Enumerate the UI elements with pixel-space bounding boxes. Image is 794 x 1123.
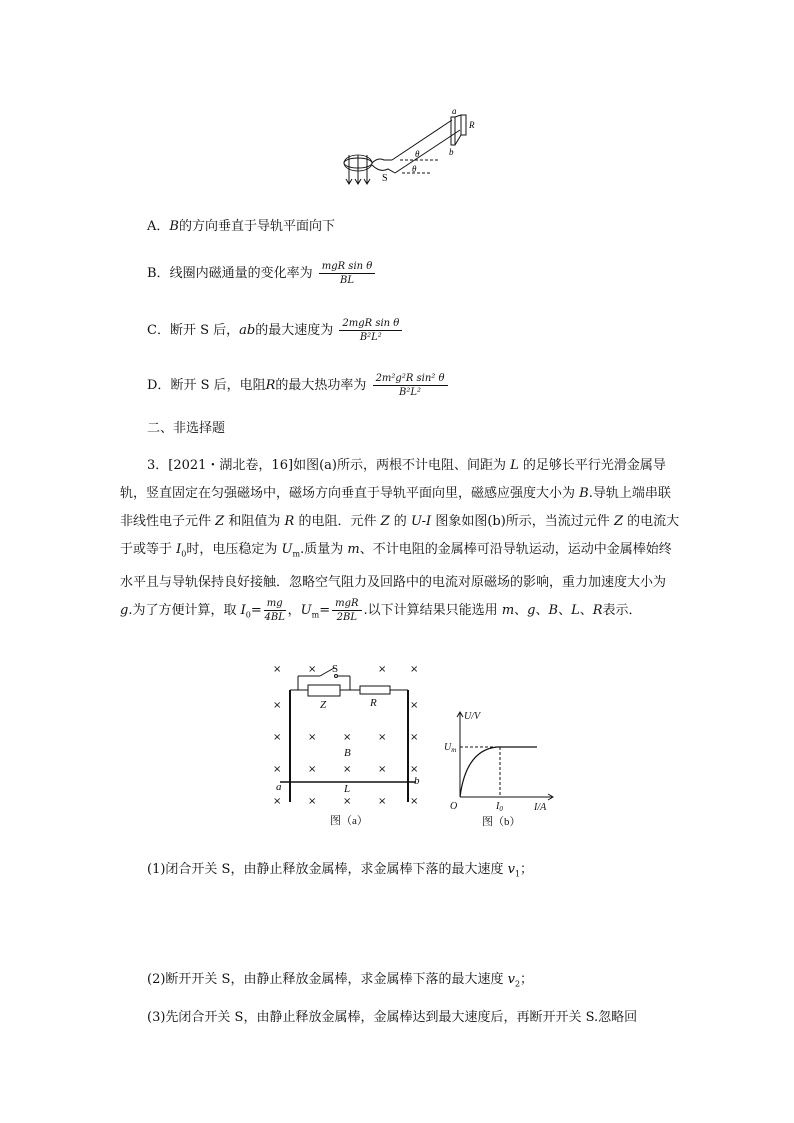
option-c: C．断开 S 后，ab的最大速度为 $\frac{\text{2mgR sin θ}}{\text{B²L²}}$ (147, 317, 404, 344)
fig-a-R: R (370, 697, 377, 709)
fraction-c: $\frac{\text{2mgR sin θ}}{\text{B²L²}}$ (339, 317, 402, 344)
fig-b-origin: O (450, 801, 458, 812)
svg-text:×: × (343, 764, 352, 775)
label-b: b (449, 147, 454, 157)
label-S: S (382, 173, 388, 184)
label-R: R (469, 120, 475, 130)
option-d: D．断开 S 后，电阻R的最大热功率为 $\frac{\text{2m²g²R sin² θ}}{\text{B²L²}}$ (147, 372, 450, 399)
fig-a-b: b (414, 775, 420, 787)
fig-b-ylabel: U/V (464, 711, 481, 722)
fig-a-caption: 图（a） (330, 815, 368, 827)
fig-b-Um: U (444, 742, 452, 753)
fig-b-caption: 图（b） (482, 816, 521, 828)
fig-a-Z: Z (320, 699, 327, 711)
svg-text:×: × (273, 732, 282, 743)
label-a: a (452, 106, 457, 116)
svg-text:×: × (273, 796, 282, 807)
svg-text:×: × (308, 664, 317, 675)
option-a: A．B的方向垂直于导轨平面向下 (147, 219, 335, 234)
problem-text: 3．[2021・湖北卷，16]如图(a)所示，两根不计电阻、间距为 L 的足够长平行光滑金属导轨，竖直固定在匀强磁场中，磁场方向垂直于导轨平面向里，磁感应强度大小为 B.导轨上端串联非线性电子元件 Z 和阻值为 R 的电阻．元件 Z 的 U-I 图象如图(b)所示，当流过元件 Z 的电流大于或等于 $I_0$时，电压稳定为 $U_m$.质量为 m、不计电阻的金属棒可沿导轨运动，运动中金属棒始终水平且与导轨保持良好接触．忽略空气阻力及回路中的电流对原磁场的影响，重力加速度大小为 g.为了方便计算，取 $I_0=$ $\frac{mg}{4BL}$ ，$U_m=$ $\frac{\text{mgR}}{2BL}$ .以下计算结果只能选用 m、g、B、L、R表示． (120, 458, 680, 623)
question-1: (1)闭合开关 S，由静止释放金属棒，求金属棒下落的最大速度 $v_1$； (147, 862, 534, 879)
option-b: B．线圈内磁通量的变化率为 $\frac{\text{mgR sin θ}}{BL}$ (147, 260, 377, 287)
question-3: (3)先闭合开关 S，由静止释放金属棒，金属棒达到最大速度后，再断开开关 S.忽略回 (147, 1010, 638, 1025)
label-theta-2: θ (412, 164, 417, 174)
svg-text:×: × (378, 664, 387, 675)
svg-text:×: × (410, 764, 419, 775)
question-2: (2)断开开关 S，由静止释放金属棒，求金属棒下落的最大速度 $v_2$； (147, 972, 534, 989)
figure-a (268, 660, 428, 830)
svg-text:×: × (308, 732, 317, 743)
svg-text:×: × (378, 732, 387, 743)
fig-a-S: S (332, 663, 339, 675)
fraction-d: $\frac{\text{2m²g²R sin² θ}}{\text{B²L²}}$ (373, 372, 448, 399)
svg-text:×: × (343, 732, 352, 743)
fig-b-Um-sub: m (451, 746, 457, 754)
svg-text:×: × (410, 796, 419, 807)
label-theta-1: θ (415, 149, 420, 159)
svg-text:×: × (410, 700, 419, 711)
section-title: 二、非选择题 (147, 421, 226, 436)
fig-a-B: B (344, 747, 351, 759)
fig-b-I0: I (496, 801, 500, 812)
fig-b-xlabel: I/A (534, 802, 547, 813)
figure-b (442, 705, 572, 830)
svg-text:Um (444, 742, 456, 754)
svg-text:×: × (410, 732, 419, 743)
fig-a-L: L (344, 783, 351, 795)
svg-text:×: × (308, 796, 317, 807)
svg-text:×: × (308, 764, 317, 775)
svg-text:I0 (495, 801, 503, 813)
svg-text:×: × (273, 764, 282, 775)
svg-text:×: × (273, 664, 282, 675)
svg-text:×: × (378, 764, 387, 775)
fig-b-I0-sub: 0 (499, 805, 503, 813)
svg-text:×: × (410, 664, 419, 675)
top-figure (340, 105, 490, 190)
svg-text:×: × (378, 796, 387, 807)
svg-text:×: × (273, 700, 282, 711)
fraction-b: $\frac{\text{mgR sin θ}}{BL}$ (319, 260, 376, 287)
svg-text:×: × (343, 796, 352, 807)
fig-a-a: a (276, 781, 282, 793)
